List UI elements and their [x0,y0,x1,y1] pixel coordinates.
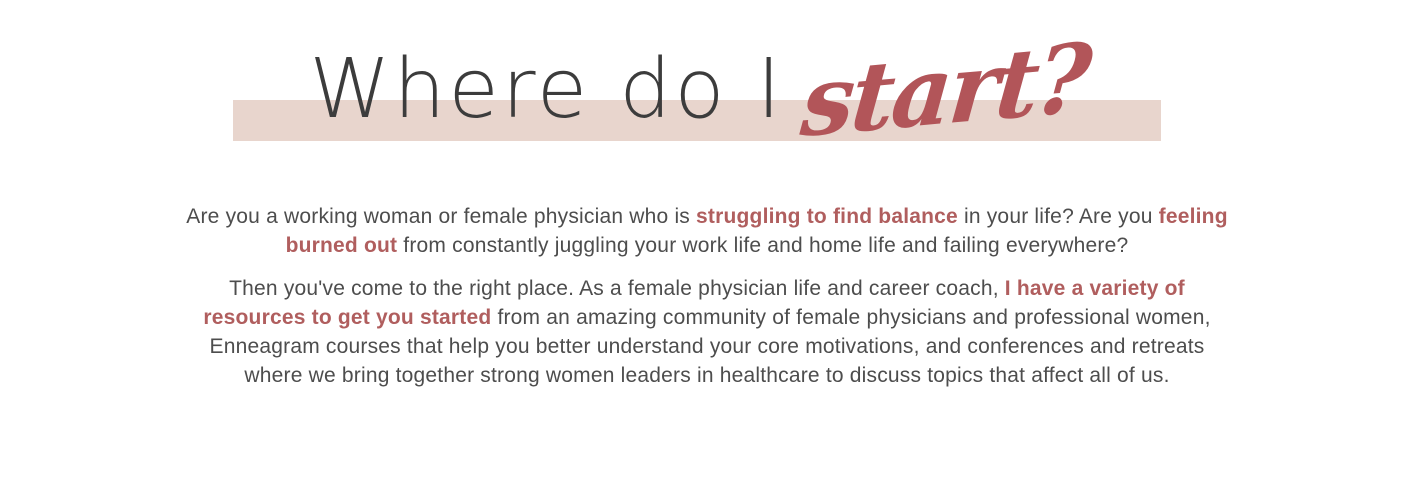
body-text: Are you a working woman or female physician who is [186,205,697,228]
page-title-regular: Where do I [309,42,784,137]
accent-text: feeling burned out [285,205,1228,257]
body-text: Then you've come to the right place. As a female physician life and career coach, [229,277,1005,300]
intro-paragraph-2 [184,274,1230,390]
body-text: in your life? Are you [957,205,1159,228]
accent-text: struggling to find balance [696,205,958,228]
intro-paragraph-1 [184,202,1230,260]
hero-section [0,0,1414,162]
accent-text: I have a variety of resources to get you started [203,277,1185,329]
page-title [309,22,1094,160]
page-title-script: start? [797,22,1094,160]
intro-copy [184,162,1230,390]
body-text: from an amazing community of female physicians and professional women, Enneagram courses that help you better understand your core motivations, and conferences and retreats where we bring together strong women leaders in healthcare to discuss topics that affect all of us. [209,306,1211,387]
body-text: from constantly juggling your work life and home life and failing everywhere? [397,234,1129,257]
